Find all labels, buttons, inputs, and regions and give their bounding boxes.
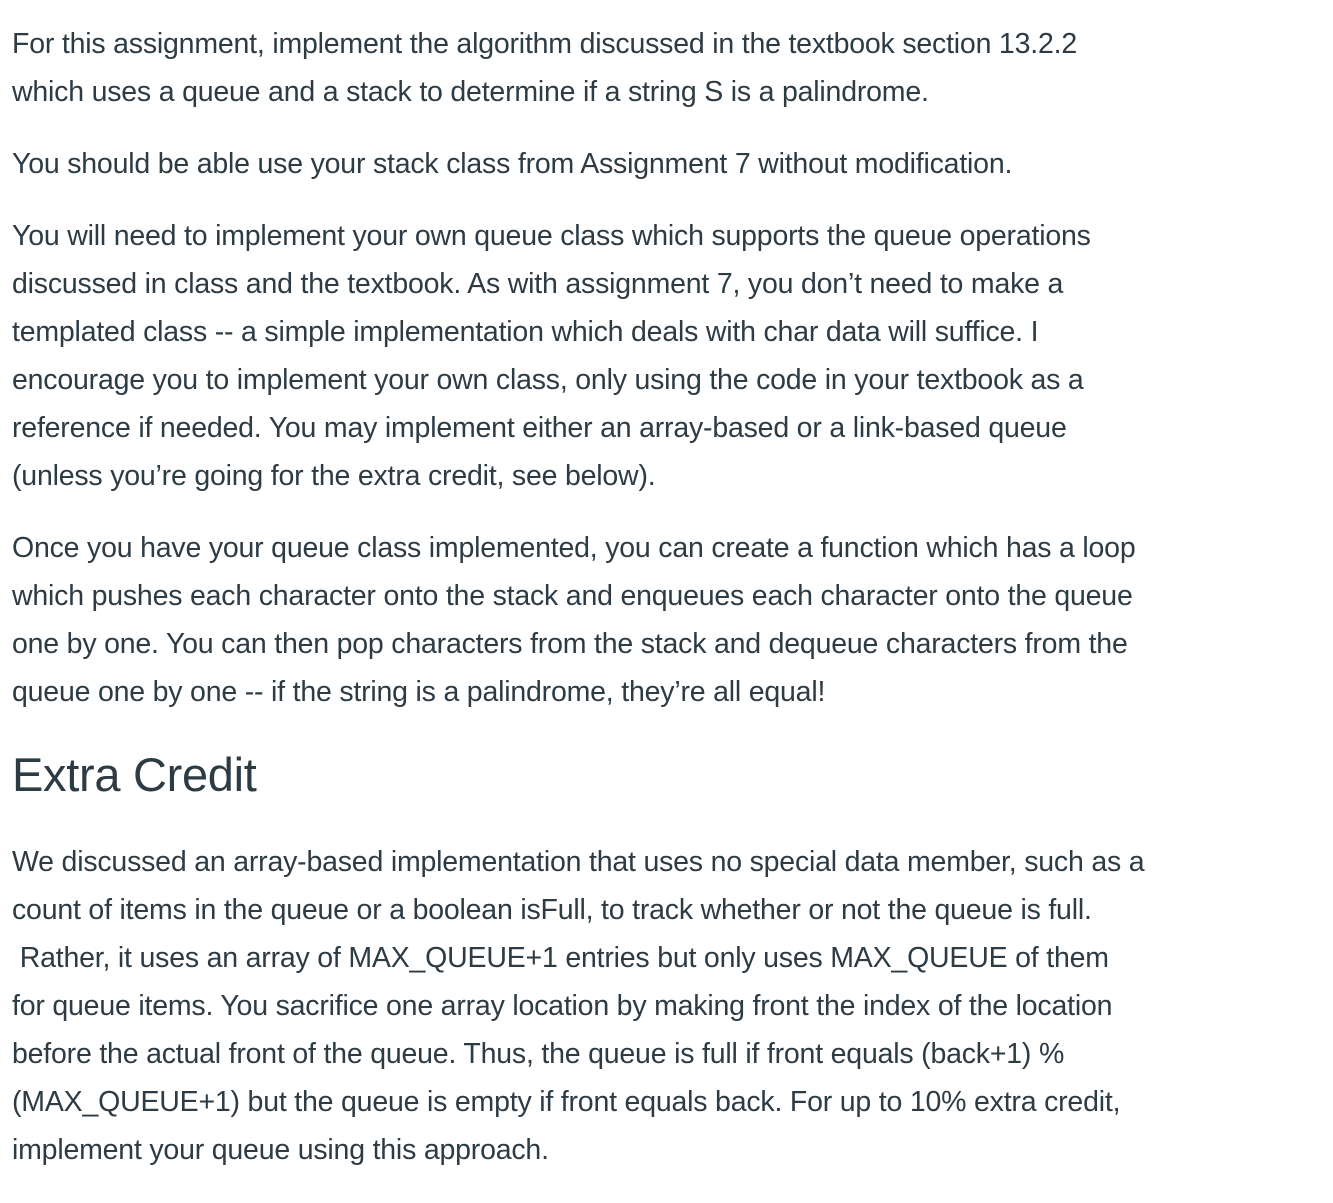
extra-credit-line: before the actual front of the queue. Thus, the queue is full if front equals (back+1) % bbox=[12, 1038, 1065, 1070]
extra-credit-line: Rather, it uses an array of MAX_QUEUE+1 entries but only uses MAX_QUEUE of them bbox=[12, 942, 1109, 974]
function-line: one by one. You can then pop characters from the stack and dequeue characters from the bbox=[12, 628, 1128, 660]
queue-paragraph bbox=[12, 212, 1293, 500]
function-line: queue one by one -- if the string is a palindrome, they’re all equal! bbox=[12, 676, 826, 708]
function-line: Once you have your queue class implemented, you can create a function which has a loop bbox=[12, 532, 1136, 564]
intro-paragraph bbox=[12, 20, 1293, 116]
queue-line: You will need to implement your own queue class which supports the queue operations bbox=[12, 220, 1091, 252]
queue-line: templated class -- a simple implementation which deals with char data will suffice. I bbox=[12, 316, 1039, 348]
queue-line: discussed in class and the textbook. As with assignment 7, you don’t need to make a bbox=[12, 268, 1064, 300]
extra-credit-line: count of items in the queue or a boolean isFull, to track whether or not the queue is full. bbox=[12, 894, 1092, 926]
extra-credit-line: implement your queue using this approach. bbox=[12, 1134, 549, 1166]
extra-credit-line: We discussed an array-based implementation that uses no special data member, such as a bbox=[12, 846, 1145, 878]
extra-credit-paragraph bbox=[12, 838, 1293, 1174]
stack-paragraph bbox=[12, 140, 1293, 188]
queue-line: encourage you to implement your own class, only using the code in your textbook as a bbox=[12, 364, 1084, 396]
extra-credit-line: (MAX_QUEUE+1) but the queue is empty if front equals back. For up to 10% extra credit, bbox=[12, 1086, 1121, 1118]
intro-line: For this assignment, implement the algorithm discussed in the textbook section 13.2.2 bbox=[12, 28, 1077, 60]
intro-line: which uses a queue and a stack to determine if a string S is a palindrome. bbox=[12, 76, 929, 108]
queue-line: (unless you’re going for the extra credit, see below). bbox=[12, 460, 656, 492]
queue-line: reference if needed. You may implement either an array-based or a link-based queue bbox=[12, 412, 1067, 444]
stack-line: You should be able use your stack class from Assignment 7 without modification. bbox=[12, 148, 1013, 180]
extra-credit-heading: Extra Credit bbox=[12, 748, 257, 801]
function-paragraph bbox=[12, 524, 1293, 716]
extra-credit-line: for queue items. You sacrifice one array location by making front the index of the location bbox=[12, 990, 1113, 1022]
function-line: which pushes each character onto the stack and enqueues each character onto the queue bbox=[12, 580, 1133, 612]
